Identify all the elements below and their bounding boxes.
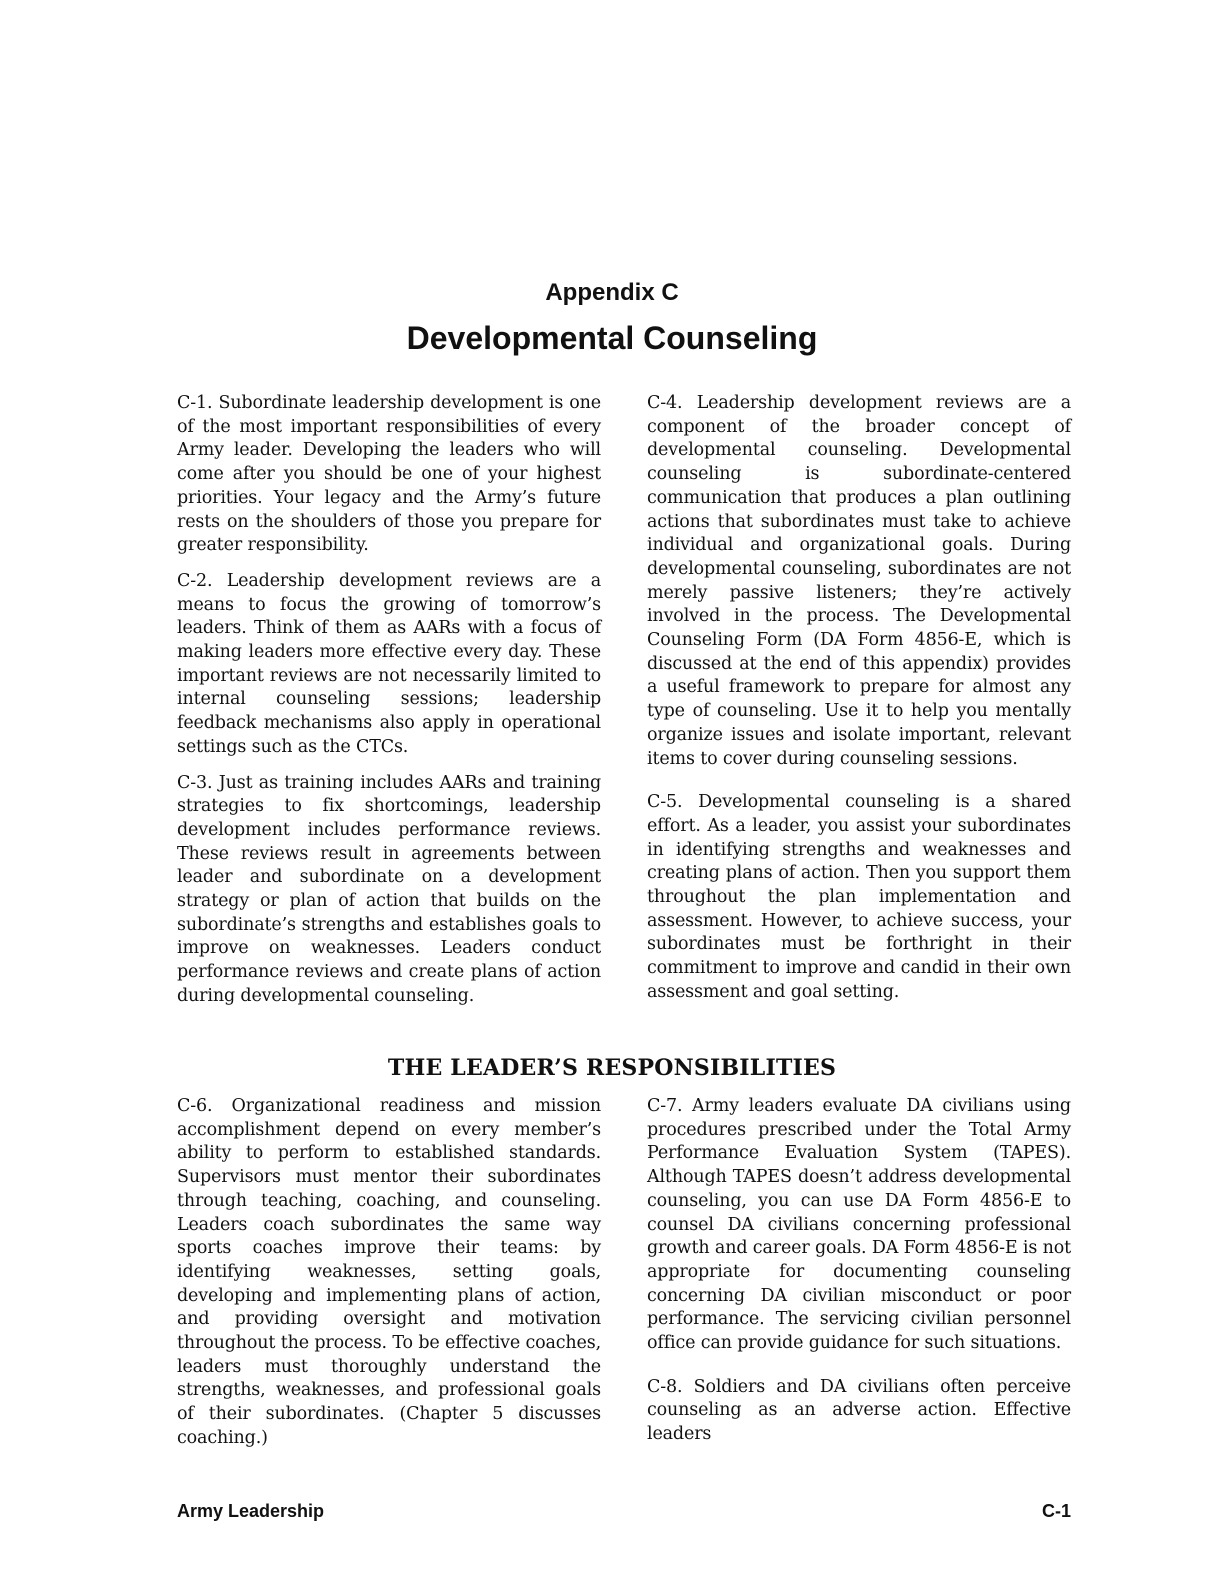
column-left-top — [177, 392, 601, 1021]
footer-page-number: C-1 — [1041, 1501, 1071, 1521]
paragraph-c5: C-5. Developmental counseling is a shared effort. As a leader, you assist your subordinates in identifying strengths and weaknesses and creating plans of action. Then you support them throughout the plan implementation and assessment. However, to achieve success, your subordinates must be forthright in their commitment to improve and candid in their own assessment and goal setting. — [647, 792, 1071, 1002]
paragraph-c3: C-3. Just as training includes AARs and training strategies to fix shortcomings, leadership development includes performance reviews. These reviews result in agreements between leader and subordinate on a development strategy or plan of action that builds on the subordinate’s strengths and establishes goals to improve on weaknesses. Leaders conduct performance reviews and create plans of action during developmental counseling. — [177, 772, 601, 1006]
footer-publication: Army Leadership — [177, 1501, 325, 1521]
paragraph-c2: C-2. Leadership development reviews are a means to focus the growing of tomorrow’s leaders. Think of them as AARs with a focus of making leaders more effective every day. These important reviews are not necessarily limited to internal counseling sessions; leadership feedback mechanisms also apply in operational settings such as the CTCs. — [177, 570, 601, 757]
paragraph-c6: C-6. Organizational readiness and mission accomplishment depend on every member’s ability to perform to established standards. Supervisors must mentor their subordinates through teaching, coaching, and counseling. Leaders coach subordinates the same way sports coaches improve their teams: by identifying weaknesses, setting goals, developing and implementing plans of action, and providing oversight and motivation throughout the process. To be effective coaches, leaders must thoroughly understand the strengths, weaknesses, and professional goals of their subordinates. (Chapter 5 discusses coaching.) — [177, 1096, 601, 1448]
paragraph-c8: C-8. Soldiers and DA civilians often perceive counseling as an adverse action. Effective leaders — [647, 1376, 1071, 1445]
page-title: Developmental Counseling — [406, 320, 818, 356]
column-left-bottom — [177, 1095, 601, 1463]
column-right-top — [647, 392, 1071, 1017]
section-heading: THE LEADER’S RESPONSIBILITIES — [387, 1055, 837, 1081]
paragraph-c7: C-7. Army leaders evaluate DA civilians using procedures prescribed under the Total Army Performance Evaluation System (TAPES). Although TAPES doesn’t address developmental counseling, you can use DA Form 4856-E to counsel DA civilians concerning professional growth and career goals. DA Form 4856-E is not appropriate for documenting counseling concerning DA civilian misconduct or poor performance. The servicing civilian personnel office can provide guidance for such situations. — [647, 1096, 1071, 1354]
column-right-bottom — [647, 1095, 1071, 1459]
paragraph-c4: C-4. Leadership development reviews are a component of the broader concept of developmental counseling. Developmental counseling is subordinate-centered communication that produces a plan outlining actions that subordinates must take to achieve individual and organizational goals. During developmental counseling, subordinates are not merely passive listeners; they’re actively involved in the process. The Developmental Counseling Form (DA Form 4856-E, which is discussed at the end of this appendix) provides a useful framework to prepare for almost any type of counseling. Use it to help you mentally organize issues and isolate important, relevant items to cover during counseling sessions. — [647, 393, 1071, 769]
paragraph-c1: C-1. Subordinate leadership development is one of the most important responsibilities of every Army leader. Developing the leaders who will come after you should be one of your highest priorities. Your legacy and the Army’s future rests on the shoulders of those you prepare for greater responsibility. — [177, 393, 601, 556]
appendix-label: Appendix C — [545, 279, 679, 306]
